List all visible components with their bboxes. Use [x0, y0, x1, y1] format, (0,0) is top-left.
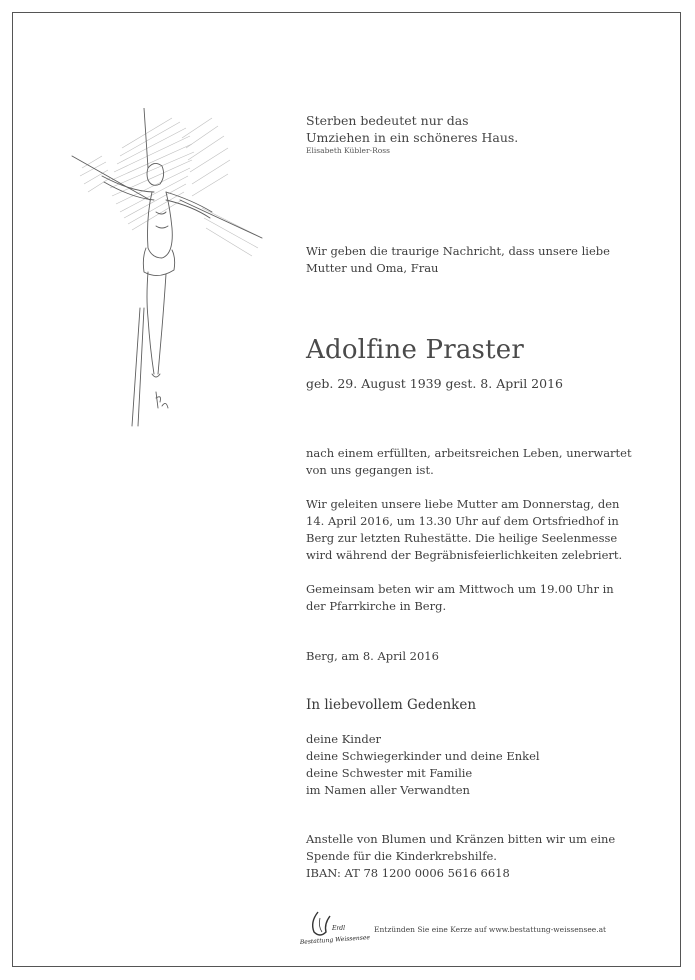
- mourner-line: deine Kinder: [306, 732, 382, 746]
- prayer-line: der Pfarrkirche in Berg.: [306, 599, 447, 613]
- quote-line: Sterben bedeutet nur das: [306, 113, 469, 128]
- donation-line: Anstelle von Blumen und Kränzen bitten wir um eine: [306, 832, 616, 846]
- logo-text-top: Erdl: [332, 925, 346, 932]
- mourner-line: deine Schwester mit Familie: [306, 766, 473, 780]
- life-dates: geb. 29. August 1939 gest. 8. April 2016: [306, 376, 563, 391]
- life-line: von uns gegangen ist.: [306, 463, 434, 477]
- donation-line: Spende für die Kinderkrebshilfe.: [306, 849, 497, 863]
- deceased-name: Adolfine Praster: [306, 335, 524, 365]
- sketch-figure: [72, 108, 262, 426]
- sketch-shading: [80, 118, 262, 256]
- crucifix-sketch: [62, 108, 272, 438]
- quote-author: Elisabeth Kübler-Ross: [306, 146, 390, 155]
- funeral-line: wird während der Begräbnisfeierlichkeiten zelebriert.: [306, 548, 623, 562]
- donation-paragraph: [306, 831, 626, 882]
- logo-text-bottom: Bestattung Weissensee: [300, 934, 371, 946]
- funeral-line: Berg zur letzten Ruhestätte. Die heilige Seelenmesse: [306, 531, 618, 545]
- mourner-line: im Namen aller Verwandten: [306, 783, 470, 797]
- mourners-list: [306, 731, 626, 799]
- place-date: Berg, am 8. April 2016: [306, 649, 439, 663]
- funeral-home-logo: [300, 908, 372, 948]
- prayer-paragraph: [306, 581, 626, 615]
- quote-line: Umziehen in ein schöneres Haus.: [306, 130, 519, 145]
- funeral-paragraph: [306, 496, 626, 564]
- candle-link[interactable]: Entzünden Sie eine Kerze auf www.bestattung-weissensee.at: [374, 925, 607, 934]
- memory-title: In liebevollem Gedenken: [306, 697, 477, 713]
- funeral-line: 14. April 2016, um 13.30 Uhr auf dem Ortsfriedhof in: [306, 514, 619, 528]
- funeral-line: Wir geleiten unsere liebe Mutter am Donnerstag, den: [306, 497, 620, 511]
- life-paragraph: [306, 445, 632, 479]
- announcement-line: Mutter und Oma, Frau: [306, 261, 439, 275]
- announcement-line: Wir geben die traurige Nachricht, dass unsere liebe: [306, 244, 610, 258]
- quote: [306, 112, 626, 156]
- mourner-line: deine Schwiegerkinder und deine Enkel: [306, 749, 540, 763]
- prayer-line: Gemeinsam beten wir am Mittwoch um 19.00 Uhr in: [306, 582, 614, 596]
- announcement: [306, 243, 626, 277]
- iban-line: IBAN: AT 78 1200 0006 5616 6618: [306, 866, 510, 880]
- life-line: nach einem erfüllten, arbeitsreichen Leben, unerwartet: [306, 446, 632, 460]
